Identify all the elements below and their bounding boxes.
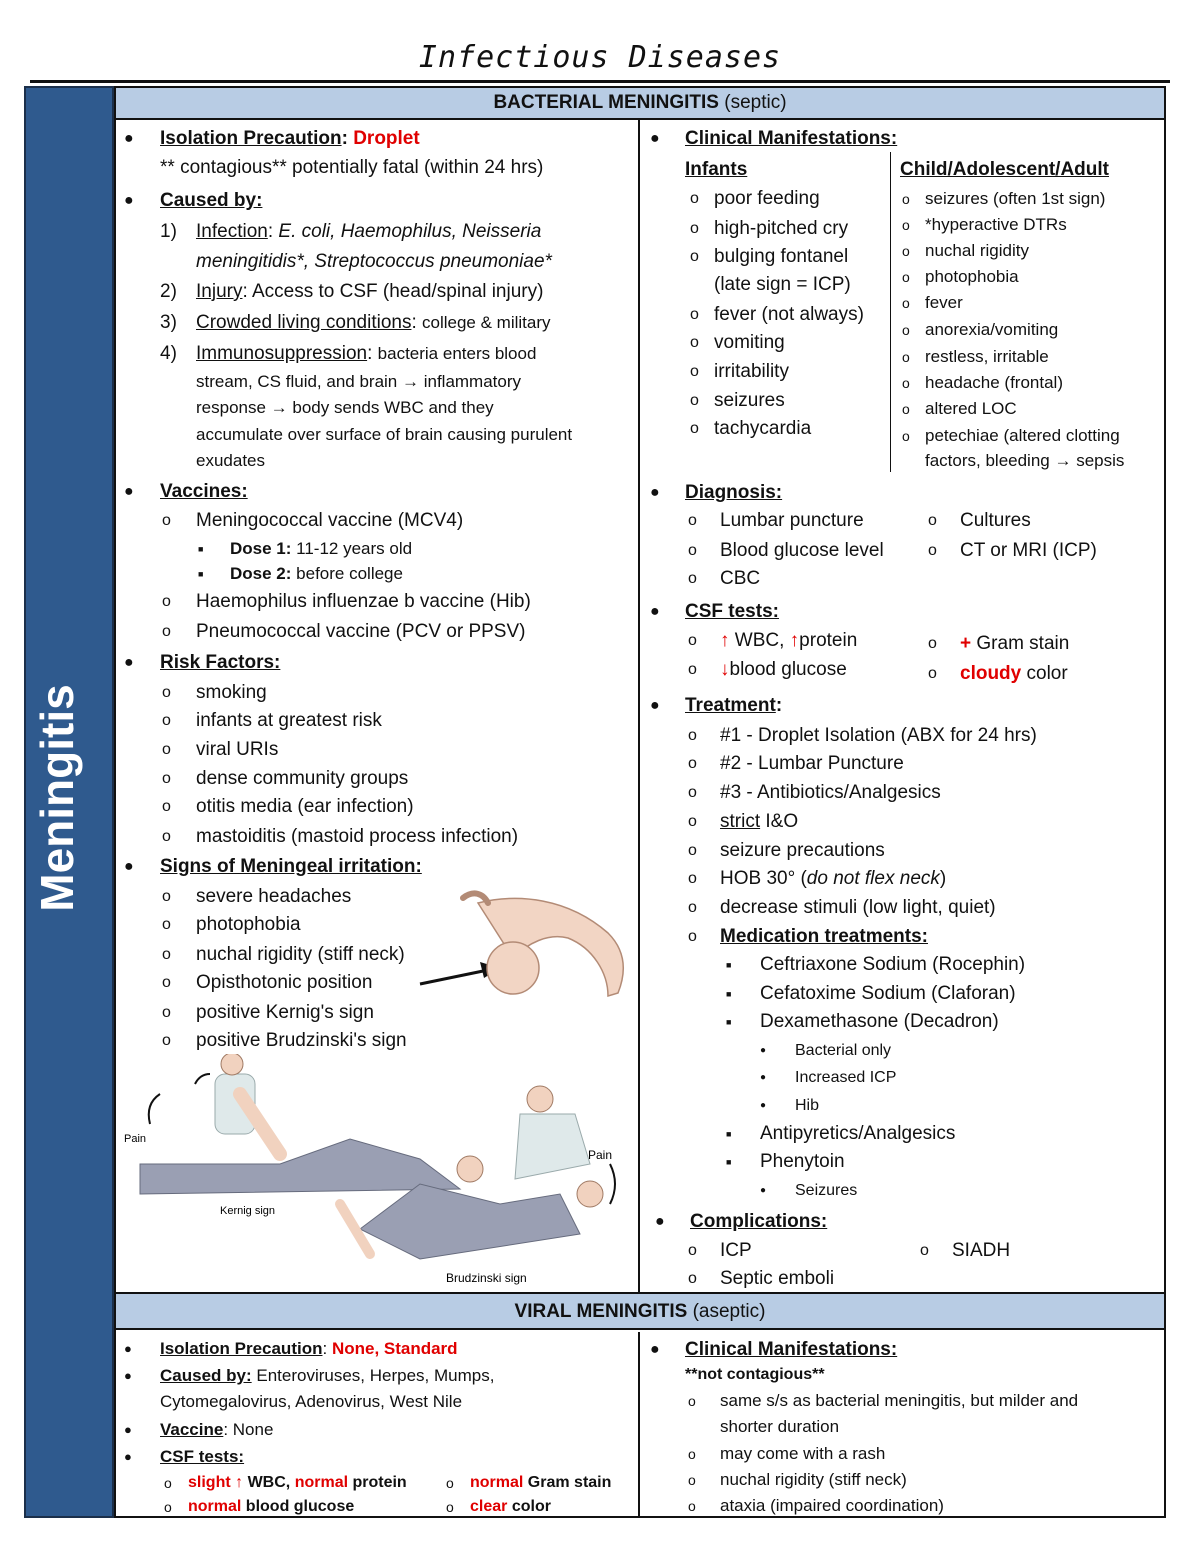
cause-1: Infection: E. coli, Haemophilus, Neisseria (196, 221, 542, 242)
cause-4-num: 4) (160, 343, 177, 364)
viral-caused-label: Caused by: (160, 1366, 252, 1385)
circle-bullet: o (690, 392, 699, 409)
pain-label-1: Pain (124, 1133, 147, 1145)
sign-item: Opisthotonic position (196, 972, 373, 993)
circle-bullet: o (928, 665, 937, 682)
dose-2 (230, 563, 403, 585)
vaccines-label: Vaccines: (160, 481, 248, 502)
circle-bullet: o (162, 1032, 171, 1049)
csf-protein: protein (799, 630, 858, 651)
dot-bullet: ● (760, 1100, 767, 1111)
circle-bullet: o (162, 623, 171, 640)
circle-bullet: o (162, 946, 171, 963)
viral-glucose: blood glucose (245, 1498, 355, 1515)
pain-arrow-1 (149, 1094, 160, 1124)
csf-label: CSF tests: (685, 601, 779, 622)
adult-item: altered LOC (925, 399, 1017, 418)
sign-item: positive Brudzinski's sign (196, 1030, 407, 1051)
circle-bullet: o (162, 712, 171, 729)
csf-cloudy: cloudy (960, 663, 1022, 684)
viral-vaccine-label: Vaccine (160, 1420, 224, 1439)
csf-gram-text: Gram stain (976, 633, 1070, 654)
treatment-label-text: Treatment (685, 695, 776, 716)
circle-bullet: o (688, 1472, 696, 1488)
med-subitem: Hib (795, 1097, 820, 1114)
circle-bullet: o (902, 191, 910, 207)
cause-1-num: 1) (160, 221, 177, 242)
cause-1-cont: meningitidis*, Streptococcus pneumoniae* (196, 251, 552, 272)
clear-text: clear (470, 1498, 508, 1515)
viral-header (116, 1294, 1164, 1330)
circle-bullet: o (688, 570, 697, 587)
square-bullet: ■ (198, 544, 204, 554)
viral-csf-gram (470, 1472, 611, 1494)
page-title: Infectious Diseases (418, 40, 782, 75)
cause-2-num: 2) (160, 281, 177, 302)
adult-item: nuchal rigidity (925, 241, 1029, 260)
complication-item: Septic emboli (720, 1268, 835, 1289)
circle-bullet: o (162, 916, 171, 933)
circle-bullet: o (688, 1270, 697, 1287)
risk-item: infants at greatest risk (196, 710, 382, 731)
bullet: ● (124, 858, 134, 875)
circle-bullet: o (162, 512, 171, 529)
cause-4: Immunosuppression: bacteria enters blood (196, 343, 537, 364)
bullet: ● (124, 654, 134, 671)
dot-bullet: ● (760, 1185, 767, 1196)
viral-caused (160, 1365, 494, 1387)
adult-item: factors, bleeding → sepsis (925, 451, 1125, 470)
treatment-item: seizure precautions (720, 840, 885, 861)
cause-3: Crowded living conditions: college & military (196, 312, 551, 333)
bullet: ● (124, 1422, 132, 1437)
circle-bullet: o (690, 220, 699, 237)
circle-bullet: o (164, 1499, 172, 1515)
nurse-2-head (527, 1086, 553, 1112)
circle-bullet: o (928, 542, 937, 559)
treatment-item (720, 811, 798, 833)
bullet: ● (124, 1368, 132, 1383)
circle-bullet: o (690, 334, 699, 351)
vaccine-mcv: Meningococcal vaccine (MCV4) (196, 510, 464, 531)
adult-item: anorexia/vomiting (925, 320, 1059, 339)
circle-bullet: o (688, 1393, 696, 1409)
infant-item: tachycardia (714, 418, 812, 439)
complication-item: SIADH (952, 1240, 1011, 1261)
viral-color: color (511, 1498, 551, 1515)
viral-csf-wbc-protein (188, 1472, 407, 1494)
viral-clinical-item: nuchal rigidity (stiff neck) (720, 1470, 907, 1489)
io-text: I&O (765, 811, 799, 832)
dose-label: Dose 1: (230, 539, 292, 558)
infant-arm (463, 893, 488, 903)
up-arrow-icon: ↑ (235, 1474, 244, 1491)
viral-isolation-value: None, Standard (331, 1339, 458, 1358)
infant-head (487, 942, 539, 994)
viral-caused-text: Enteroviruses, Herpes, Mumps, (256, 1366, 495, 1385)
csf-gram (960, 633, 1069, 655)
med-item: Cefatoxime Sodium (Claforan) (760, 983, 1016, 1004)
opisthotonic-illustration (418, 888, 636, 1016)
infant-item: vomiting (714, 332, 785, 353)
kernig-sign-label: Kernig sign (220, 1205, 276, 1217)
infants-label: Infants (685, 159, 748, 180)
sidebar-label: Meningitis (31, 684, 83, 912)
not-contagious-note: **not contagious** (685, 1366, 825, 1383)
cause-4-line: accumulate over surface of brain causing purulent (196, 425, 573, 444)
cause-label: Crowded living conditions (196, 312, 412, 333)
square-bullet: ■ (726, 1129, 732, 1139)
bullet: ● (655, 1213, 665, 1230)
isolation-value: Droplet (353, 128, 420, 149)
risk-item: smoking (196, 682, 267, 703)
infant-item: high-pitched cry (714, 218, 849, 239)
csf-wbc: WBC, (734, 630, 785, 651)
circle-bullet: o (688, 755, 697, 772)
slight-text: slight (188, 1474, 231, 1491)
circle-bullet: o (688, 870, 697, 887)
viral-clinical-item: may come with a rash (720, 1444, 886, 1463)
strict-text: strict (720, 811, 761, 832)
circle-bullet: o (902, 269, 910, 285)
circle-bullet: o (902, 349, 910, 365)
treatment-item: decrease stimuli (low light, quiet) (720, 897, 996, 918)
bullet: ● (650, 697, 660, 714)
nurse-1-head (221, 1054, 243, 1075)
viral-isolation: Isolation Precaution: None, Standard (160, 1339, 458, 1358)
sign-item: photophobia (196, 914, 301, 935)
up-arrow-icon: ↑ (789, 630, 800, 651)
risk-item: otitis media (ear infection) (196, 796, 414, 817)
adult-item: restless, irritable (925, 347, 1049, 366)
cause-text: E. coli, Haemophilus, Neisseria (278, 221, 542, 242)
circle-bullet: o (690, 420, 699, 437)
circle-bullet: o (162, 770, 171, 787)
patient-1-head (457, 1156, 483, 1182)
cause-4-line: exudates (196, 451, 265, 470)
risk-item: viral URIs (196, 739, 279, 760)
patient-1-gown (140, 1139, 460, 1194)
clinical-label: Clinical Manifestations: (685, 128, 898, 149)
dose-value: before college (296, 564, 403, 583)
treatment-item: #3 - Antibiotics/Analgesics (720, 782, 941, 803)
bullet: ● (650, 484, 660, 501)
square-bullet: ■ (726, 1017, 732, 1027)
adult-item: fever (925, 293, 963, 312)
viral-clinical-item: same s/s as bacterial meningitis, but milder and (720, 1391, 1079, 1410)
treatment-item: #2 - Lumbar Puncture (720, 753, 904, 774)
circle-bullet: o (164, 1475, 172, 1491)
dot-bullet: ● (760, 1072, 767, 1083)
title-rule (30, 80, 1170, 83)
normal-text: normal (188, 1498, 242, 1515)
caused-by-label: Caused by: (160, 190, 263, 211)
circle-bullet: o (688, 1446, 696, 1462)
viral-protein: protein (352, 1474, 407, 1491)
circle-bullet: o (688, 842, 697, 859)
bacterial-header-suffix: (septic) (724, 92, 787, 113)
sign-item: severe headaches (196, 886, 352, 907)
risk-item: mastoiditis (mastoid process infection) (196, 826, 519, 847)
circle-bullet: o (446, 1475, 454, 1491)
cause-3-num: 3) (160, 312, 177, 333)
diagnosis-item: Cultures (960, 510, 1031, 531)
medication-label: Medication treatments: (720, 926, 928, 947)
pointer-arrow-line (420, 970, 488, 984)
diagnosis-item: CBC (720, 568, 761, 589)
viral-csf-label: CSF tests: (160, 1447, 245, 1466)
up-arrow-icon: ↑ (720, 630, 730, 651)
infant-item: poor feeding (714, 188, 820, 209)
adult-item: photophobia (925, 267, 1019, 286)
csf-color-text: color (1026, 663, 1068, 684)
cause-label: Injury (196, 281, 243, 302)
circle-bullet: o (162, 741, 171, 758)
treatment-item: #1 - Droplet Isolation (ABX for 24 hrs) (720, 725, 1037, 746)
circle-bullet: o (688, 1498, 696, 1514)
circle-bullet: o (688, 727, 697, 744)
bacterial-header (116, 88, 1164, 120)
med-subitem: Increased ICP (795, 1069, 897, 1086)
normal-text: normal (470, 1474, 524, 1491)
infant-item: bulging fontanel (714, 246, 849, 267)
adult-item: headache (frontal) (925, 373, 1063, 392)
cause-text: bacteria enters blood (377, 344, 537, 363)
circle-bullet: o (446, 1499, 454, 1515)
circle-bullet: o (690, 363, 699, 380)
bullet: ● (650, 130, 660, 147)
med-item: Ceftriaxone Sodium (Rocephin) (760, 954, 1026, 975)
dose-label: Dose 2: (230, 564, 292, 583)
cause-text: college & military (422, 313, 551, 332)
circle-bullet: o (162, 828, 171, 845)
cause-label: Immunosuppression (196, 343, 368, 364)
circle-bullet: o (902, 428, 910, 444)
diagnosis-item: CT or MRI (ICP) (960, 540, 1097, 561)
circle-bullet: o (920, 1242, 929, 1259)
hob-close: ) (939, 868, 947, 889)
complication-item: ICP (720, 1240, 752, 1261)
brudzinski-sign-label: Brudzinski sign (446, 1271, 527, 1285)
viral-csf-color (470, 1496, 551, 1518)
circle-bullet: o (162, 593, 171, 610)
infant-item: seizures (714, 390, 785, 411)
vaccine-hib: Haemophilus influenzae b vaccine (Hib) (196, 591, 531, 612)
circle-bullet: o (902, 322, 910, 338)
csf-glucose-text: blood glucose (729, 659, 847, 680)
infant-item: irritability (714, 361, 789, 382)
cause-4-line: response → body sends WBC and they (196, 398, 494, 417)
contagious-note: ** contagious** potentially fatal (within 24 hrs) (160, 157, 544, 178)
diagnosis-label: Diagnosis: (685, 482, 783, 503)
circle-bullet: o (688, 512, 697, 529)
med-subitem: Seizures (795, 1182, 858, 1199)
dose-value: 11-12 years old (296, 539, 413, 558)
adult-label: Child/Adolescent/Adult (900, 159, 1109, 180)
circle-bullet: o (688, 899, 697, 916)
square-bullet: ■ (198, 569, 204, 579)
patient-2-head (577, 1181, 603, 1207)
med-subitem: Bacterial only (795, 1042, 892, 1059)
circle-bullet: o (688, 928, 697, 945)
circle-bullet: o (690, 306, 699, 323)
infant-item: fever (not always) (714, 304, 864, 325)
circle-bullet: o (902, 243, 910, 259)
infant-adult-divider (890, 152, 891, 472)
normal-text: normal (294, 1474, 349, 1491)
med-item: Antipyretics/Analgesics (760, 1123, 956, 1144)
bullet: ● (650, 1341, 660, 1358)
circle-bullet: o (902, 217, 910, 233)
hob-text: HOB 30° ( (720, 868, 807, 889)
circle-bullet: o (902, 295, 910, 311)
bullet: ● (124, 1341, 132, 1356)
bacterial-column-divider (638, 120, 640, 1292)
circle-bullet: o (928, 635, 937, 652)
circle-bullet: o (162, 974, 171, 991)
bullet: ● (124, 130, 134, 147)
adult-item: petechiae (altered clotting (925, 426, 1120, 445)
viral-column-divider (638, 1332, 640, 1518)
down-arrow-icon: ↓ (720, 659, 730, 680)
cause-2: Injury: Access to CSF (head/spinal injury) (196, 281, 544, 302)
circle-bullet: o (688, 813, 697, 830)
circle-bullet: o (902, 401, 910, 417)
viral-vaccine-value: None (232, 1420, 274, 1439)
risk-item: dense community groups (196, 768, 409, 789)
circle-bullet: o (690, 190, 699, 207)
cause-4-line: stream, CS fluid, and brain → inflammatory (196, 372, 522, 391)
circle-bullet: o (688, 632, 697, 649)
circle-bullet: o (902, 375, 910, 391)
bullet: ● (124, 483, 134, 500)
isolation-label: Isolation Precaution (160, 128, 342, 149)
viral-clinical-item: ataxia (impaired coordination) (720, 1496, 944, 1515)
viral-clinical-item: shorter duration (720, 1417, 840, 1436)
square-bullet: ■ (726, 989, 732, 999)
viral-isolation-label: Isolation Precaution (160, 1339, 323, 1358)
adult-item: *hyperactive DTRs (925, 215, 1067, 234)
dose-1 (230, 538, 412, 560)
isolation-line: Isolation Precaution: Droplet (160, 128, 420, 149)
circle-bullet: o (162, 888, 171, 905)
infant-item: (late sign = ICP) (714, 274, 851, 295)
kernig-brudzinski-illustration (120, 1054, 636, 1290)
square-bullet: ■ (726, 960, 732, 970)
csf-color (960, 663, 1068, 685)
signs-label: Signs of Meningeal irritation: (160, 856, 422, 877)
viral-header-suffix: (aseptic) (692, 1301, 766, 1322)
patient-2-gown (360, 1184, 580, 1259)
treatment-item (720, 868, 946, 890)
hob-italic: do not flex neck (806, 868, 940, 889)
circle-bullet: o (688, 784, 697, 801)
circle-bullet: o (690, 248, 699, 265)
nurse-2-body (515, 1114, 590, 1179)
med-item: Dexamethasone (Decadron) (760, 1011, 999, 1032)
viral-gram: Gram stain (527, 1474, 612, 1491)
circle-bullet: o (162, 684, 171, 701)
square-bullet: ■ (726, 1157, 732, 1167)
dot-bullet: ● (760, 1045, 767, 1056)
sign-item: positive Kernig's sign (196, 1002, 374, 1023)
viral-csf-glucose (188, 1496, 354, 1518)
plus-icon: + (960, 633, 972, 654)
rotation-arrow-2 (610, 1164, 615, 1204)
risk-label: Risk Factors: (160, 652, 281, 673)
viral-caused-cont: Cytomegalovirus, Adenovirus, West Nile (160, 1392, 463, 1411)
bullet: ● (650, 603, 660, 620)
circle-bullet: o (928, 512, 937, 529)
circle-bullet: o (688, 661, 697, 678)
cause-label: Infection (196, 221, 268, 242)
viral-wbc: WBC, (247, 1474, 291, 1491)
diagnosis-item: Lumbar puncture (720, 510, 864, 531)
med-item: Phenytoin (760, 1151, 845, 1172)
treatment-label: Treatment: (685, 695, 783, 716)
circle-bullet: o (162, 798, 171, 815)
pain-label-2: Pain (588, 1148, 613, 1162)
csf-wbc-protein (720, 630, 857, 652)
viral-clinical-label: Clinical Manifestations: (685, 1339, 898, 1360)
viral-vaccine: Vaccine: None (160, 1420, 274, 1439)
sign-item: nuchal rigidity (stiff neck) (196, 944, 405, 965)
complications-label: Complications: (690, 1211, 828, 1232)
circle-bullet: o (688, 1242, 697, 1259)
adult-item: seizures (often 1st sign) (925, 189, 1106, 208)
rotation-arrow-1 (195, 1074, 210, 1084)
vaccine-pcv: Pneumococcal vaccine (PCV or PPSV) (196, 621, 526, 642)
bullet: ● (124, 192, 134, 209)
circle-bullet: o (162, 1004, 171, 1021)
diagnosis-item: Blood glucose level (720, 540, 884, 561)
viral-header-title: VIRAL MENINGITIS (514, 1301, 688, 1322)
csf-glucose (720, 659, 847, 681)
bacterial-header-title: BACTERIAL MENINGITIS (493, 92, 719, 113)
circle-bullet: o (688, 542, 697, 559)
bullet: ● (124, 1449, 132, 1464)
cause-text: Access to CSF (head/spinal injury) (251, 281, 544, 302)
